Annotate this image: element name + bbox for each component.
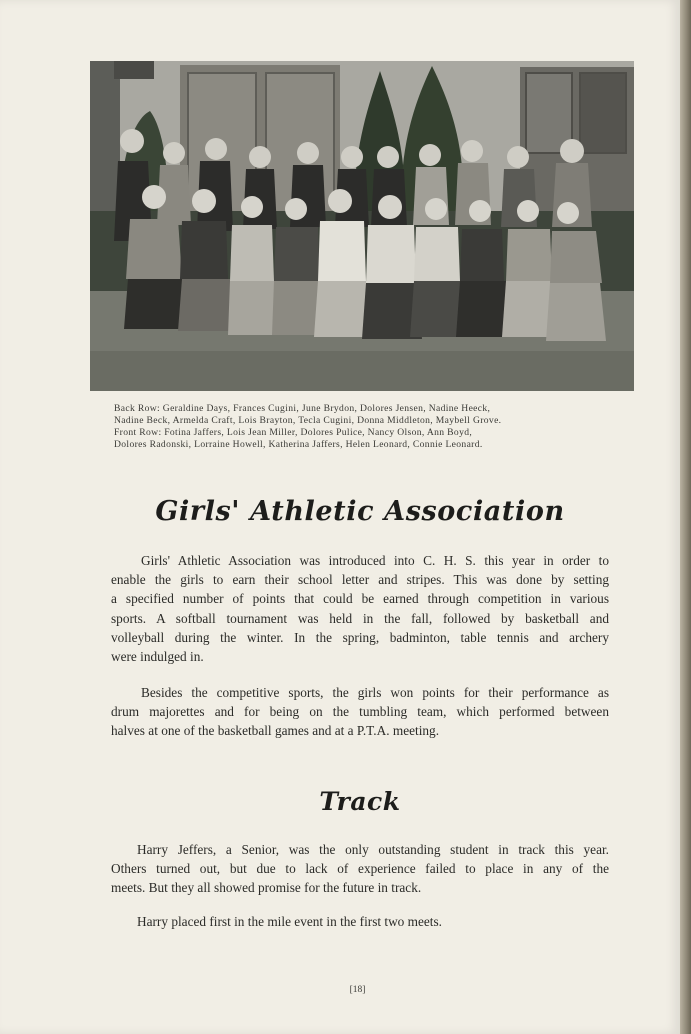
caption-line: Back Row: Geraldine Days, Frances Cugini, June Brydon, Dolores Jensen, Nadine Heeck, bbox=[114, 403, 491, 414]
gaa-paragraph-2 bbox=[111, 683, 609, 741]
photo-caption bbox=[114, 403, 614, 451]
gaa-paragraph-1 bbox=[111, 551, 609, 666]
track-paragraph-1 bbox=[111, 840, 609, 898]
caption-line: Front Row: Fotina Jaffers, Lois Jean Miller, Dolores Pulice, Nancy Olson, Ann Boyd, bbox=[114, 427, 473, 438]
page-edge bbox=[680, 0, 691, 1034]
text-line: Harry placed first in the mile event in the first two meets. bbox=[137, 914, 442, 929]
text-line: enable the girls to earn their school letter and stripes. This was done by setting bbox=[111, 572, 609, 588]
text-line: Harry Jeffers, a Senior, was the only outstanding student in track this year. bbox=[137, 842, 609, 857]
track-paragraph-2 bbox=[111, 912, 609, 931]
team-photo bbox=[90, 61, 634, 391]
text-line: Besides the competitive sports, the girls won points for their performance as bbox=[141, 685, 609, 700]
text-line: Others turned out, but due to lack of experience failed to place in any of the bbox=[111, 861, 609, 877]
section-title-gaa: Girls' Athletic Association bbox=[155, 496, 565, 527]
caption-line: Dolores Radonski, Lorraine Howell, Katherina Jaffers, Helen Leonard, Connie Leonard. bbox=[114, 439, 483, 450]
caption-line: Nadine Beck, Armelda Craft, Lois Brayton, Tecla Cugini, Donna Middleton, Maybell Grove. bbox=[114, 415, 502, 426]
text-line: were indulged in. bbox=[111, 649, 204, 665]
text-line: volleyball during the winter. In the spring, badminton, table tennis and archery bbox=[111, 629, 609, 645]
text-line: meets. But they all showed promise for the future in track. bbox=[111, 880, 422, 896]
text-line: Girls' Athletic Association was introduced into C. H. S. this year in order to bbox=[141, 553, 609, 568]
section-title-track: Track bbox=[319, 787, 401, 816]
text-line: sports. A softball tournament was held in the fall, followed by basketball and bbox=[111, 610, 609, 626]
page-number: [18] bbox=[349, 985, 366, 995]
text-line: drum majorettes and for being on the tumbling team, which performed between bbox=[111, 704, 609, 720]
text-line: a specified number of points that could be earned through competition in various bbox=[111, 591, 609, 607]
text-line: halves at one of the basketball games and at a P.T.A. meeting. bbox=[111, 723, 440, 739]
